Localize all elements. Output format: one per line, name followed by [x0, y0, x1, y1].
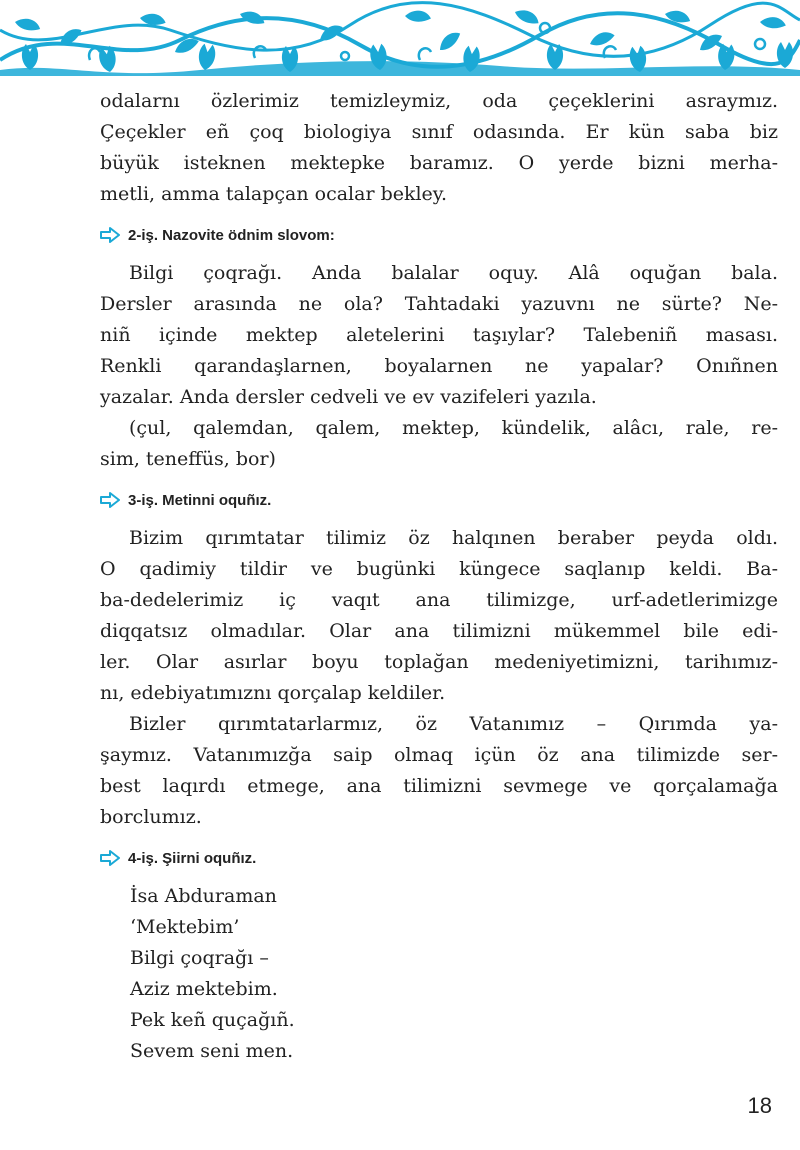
task-3-paragraph-1	[100, 523, 778, 709]
text-line: şaymız. Vatanımızğa saip olmaq içün öz ana tilimizde ser-	[100, 744, 778, 766]
page-content	[100, 86, 778, 1067]
text-line: borclumız.	[100, 806, 202, 828]
task-2-word-list	[100, 413, 778, 475]
text-line: Renkli qarandaşlarnen, boyalarnen ne yapalar? Onıñnen	[100, 355, 778, 377]
text-line: Çeçekler eñ çoq biologiya sınıf odasında. Er kün saba biz	[100, 121, 778, 143]
text-line: diqqatsız olmadılar. Olar ana tilimizni mükemmel bile edi-	[100, 620, 778, 642]
poem-line: Pek keñ quçağıñ.	[130, 1009, 295, 1031]
task-3-paragraph-2	[100, 709, 778, 833]
page-number: 18	[747, 1093, 772, 1118]
text-line: Dersler arasında ne ola? Tahtadaki yazuvnı ne sürte? Ne-	[100, 293, 778, 315]
poem-author: İsa Abduraman	[130, 885, 277, 907]
text-line: O qadimiy tildir ve bugünki küngece saqlanıp keldi. Ba-	[100, 558, 778, 580]
task-4-heading	[100, 847, 778, 869]
arrow-right-icon	[100, 850, 120, 866]
task-label: 3-iş. Metinni oquñız.	[128, 491, 272, 509]
text-line: ler. Olar asırlar boyu toplağan medeniyetimizni, tarihımız-	[100, 651, 778, 673]
text-line: nı, edebiyatımıznı qorçalap keldiler.	[100, 682, 446, 704]
floral-border-ornament	[0, 0, 800, 76]
text-line: Bizim qırımtatar tilimiz öz halqınen beraber peyda oldı.	[129, 527, 778, 549]
poem-line: Aziz mektebim.	[130, 978, 278, 1000]
text-line: best laqırdı etmege, ana tilimizni sevmege ve qorçalamağa	[100, 775, 778, 797]
text-line: metli, amma talapçan ocalar bekley.	[100, 183, 448, 205]
text-line: Bizler qırımtatarlarmız, öz Vatanımız – Qırımda ya-	[129, 713, 778, 735]
arrow-right-icon	[100, 227, 120, 243]
task-2-text	[100, 258, 778, 413]
text-line: Bilgi çoqrağı. Anda balalar oquy. Alâ oquğan bala.	[129, 262, 778, 284]
text-line: sim, teneffüs, bor)	[100, 448, 276, 470]
text-line: niñ içinde mektep aletelerini taşıylar? Talebeniñ masası.	[100, 324, 778, 346]
text-line: büyük isteknen mektepke baramız. O yerde bizni merha-	[100, 152, 778, 174]
text-line: ba-dedelerimiz iç vaqıt ana tilimizge, urf-adetlerimizge	[100, 589, 778, 611]
text-line: yazalar. Anda dersler cedveli ve ev vazifeleri yazıla.	[100, 386, 597, 408]
poem-line: Bilgi çoqrağı –	[130, 947, 269, 969]
poem-line: Sevem seni men.	[130, 1040, 294, 1062]
intro-paragraph	[100, 86, 778, 210]
arrow-right-icon	[100, 492, 120, 508]
task-label: 2-iş. Nazovite ödnim slovom:	[128, 226, 335, 244]
poem-title: ‘Mektebim’	[130, 916, 240, 938]
task-label: 4-iş. Şiirni oquñız.	[128, 849, 257, 867]
text-line: (çul, qalemdan, qalem, mektep, kündelik, alâcı, rale, re-	[129, 417, 778, 439]
text-line: odalarnı özlerimiz temizleymiz, oda çeçeklerini asraymız.	[100, 90, 778, 112]
poem	[130, 881, 778, 1067]
task-2-heading	[100, 224, 778, 246]
task-3-heading	[100, 489, 778, 511]
